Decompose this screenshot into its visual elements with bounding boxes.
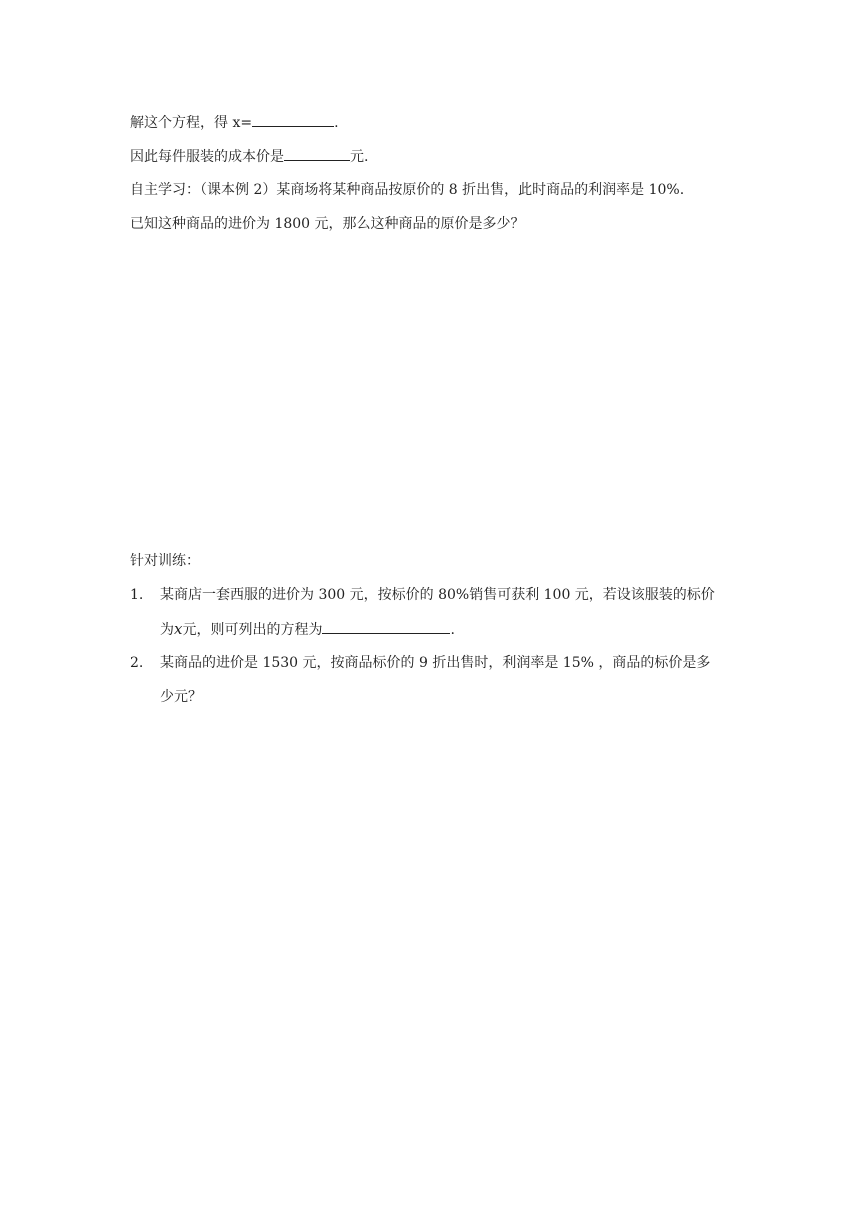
problem-1-line-1: 某商店一套西服的进价为 300 元，按标价的 80%销售可获利 100 元，若设该服装的标价 bbox=[160, 587, 715, 603]
problem-2-number: 2. bbox=[130, 655, 144, 671]
answer-blank-equation[interactable] bbox=[322, 619, 450, 634]
problem-2-line-1: 某商品的进价是 1530 元，按商品标价的 9 折出售时，利润率是 15% ，商品的标价是多 bbox=[160, 655, 711, 671]
period: . bbox=[334, 115, 339, 131]
problem-1-text-b: 元，则可列出的方程为 bbox=[182, 622, 323, 638]
problem-1-number: 1. bbox=[130, 587, 144, 603]
problem-1-text-a: 为 bbox=[160, 622, 174, 638]
answer-blank-x[interactable] bbox=[252, 112, 334, 127]
training-title: 针对训练： bbox=[130, 553, 200, 569]
solve-equation-text: 解这个方程，得 x= bbox=[130, 115, 253, 131]
solve-equation-line bbox=[130, 112, 339, 133]
variable-x: x bbox=[174, 620, 183, 638]
problem-1-line-2 bbox=[160, 619, 455, 640]
self-study-question-line: 已知这种商品的进价为 1800 元，那么这种商品的原价是多少？ bbox=[130, 216, 525, 232]
cost-price-text: 因此每件服装的成本价是 bbox=[130, 149, 284, 165]
problem-1-period: . bbox=[450, 622, 455, 638]
self-study-line: 自主学习：（课本例 2）某商场将某种商品按原价的 8 折出售，此时商品的利润率是 10%. bbox=[130, 182, 685, 198]
answer-blank-cost[interactable] bbox=[284, 146, 350, 161]
problem-2-line-2: 少元？ bbox=[160, 689, 202, 705]
cost-price-line bbox=[130, 146, 368, 167]
unit-yuan: 元. bbox=[350, 149, 369, 165]
